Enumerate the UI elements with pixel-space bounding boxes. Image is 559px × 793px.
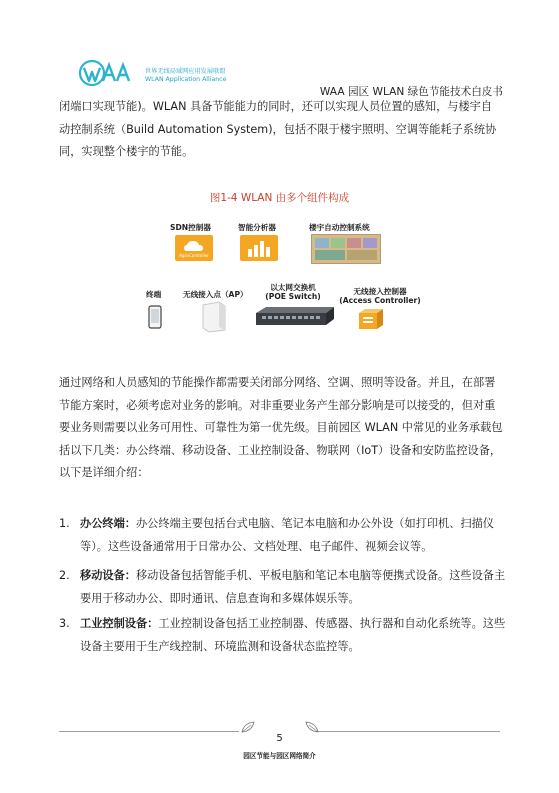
access-controller-icon [357, 307, 385, 331]
document-title: WAA 园区 WLAN 绿色节能技术白皮书 [319, 86, 503, 98]
org-name-cn: 世界无线局域网应用发展联盟 [145, 68, 226, 75]
org-name-en: WLAN Application Alliance [145, 76, 227, 83]
list-item-number: 3. [59, 617, 70, 630]
list-item-number: 1. [59, 517, 70, 530]
list-item-text: 办公终端主要包括台式电脑、笔记本电脑和办公外设（如打印机、扫描仪等）。这些设备通常用于日常办公、文档处理、电子邮件、视频会议等。 [80, 517, 494, 553]
label-access-controller [335, 287, 425, 305]
footer-divider-left [59, 731, 239, 732]
label-intelligent-analyzer: 智能分析器 [238, 223, 276, 232]
figure-caption: 图1-4 WLAN 由多个组件构成 [209, 192, 350, 204]
org-name [145, 68, 226, 84]
label-switch-sub: (POE Switch) [265, 292, 321, 301]
label-ac-name: 无线接入控制器 [353, 287, 407, 296]
poe-switch-icon [254, 305, 336, 329]
sdn-controller-icon [175, 235, 213, 261]
list-item-text: 移动设备包括智能手机、平板电脑和笔记本电脑等便携式设备。这些设备主要用于移动办公、即时通讯、信息查询和多媒体娱乐等。 [80, 569, 506, 605]
label-building-automation: 楼宇自动控制系统 [309, 223, 370, 232]
label-ac-sub: (Access Controller) [339, 296, 421, 305]
page-number: 5 [276, 733, 283, 744]
analyzer-icon [240, 235, 278, 261]
label-sdn-controller: SDN控制器 [170, 223, 211, 232]
paragraph-intro: 闭端口实现节能)。WLAN 具备节能能力的同时，还可以实现人员位置的感知，与楼宇自动控制系统（Build Automation System)，包括不限于楼宇照明、空调等能耗子系统协同，实现整个楼宇的节能。 [59, 100, 497, 158]
access-point-icon [199, 301, 227, 333]
list-item-number: 2. [59, 569, 70, 582]
sdn-brand-label: AgileController [179, 253, 209, 258]
smartphone-icon [148, 305, 162, 329]
waa-logo [79, 56, 141, 90]
label-switch-name: 以太网交换机 [270, 283, 316, 292]
building-automation-icon [311, 234, 381, 264]
label-access-point: 无线接入点（AP） [183, 290, 248, 299]
leaf-ornament-icon [304, 720, 320, 734]
list-item-term: 办公终端： [80, 517, 136, 530]
list-item-term: 工业控制设备： [80, 617, 159, 630]
list-item-term: 移动设备： [80, 569, 136, 582]
leaf-ornament-icon [240, 720, 256, 734]
footer-divider-right [318, 731, 500, 732]
label-terminal: 终端 [146, 290, 162, 299]
list-item-text: 工业控制设备包括工业控制器、传感器、执行器和自动化系统等。这些设备主要用于生产线控制、环境监测和设备状态监控等。 [80, 617, 506, 653]
label-ethernet-switch [256, 283, 330, 301]
paragraph-services: 通过网络和人员感知的节能操作都需要关闭部分网络、空调、照明等设备。并且，在部署节能方案时，必须考虑对业务的影响。对非重要业务产生部分影响是可以接受的，但对重要业务则需要以业务可用性、可靠性为第一优先级。目前园区 WLAN 中常见的业务承载包括以下几类：办公终端、移动设备、工业控制设备、物联网（IoT）设备和安防监控设备，以下是详细介绍： [59, 376, 503, 479]
footer-section-title: 园区节能与园区网络简介 [243, 752, 316, 760]
